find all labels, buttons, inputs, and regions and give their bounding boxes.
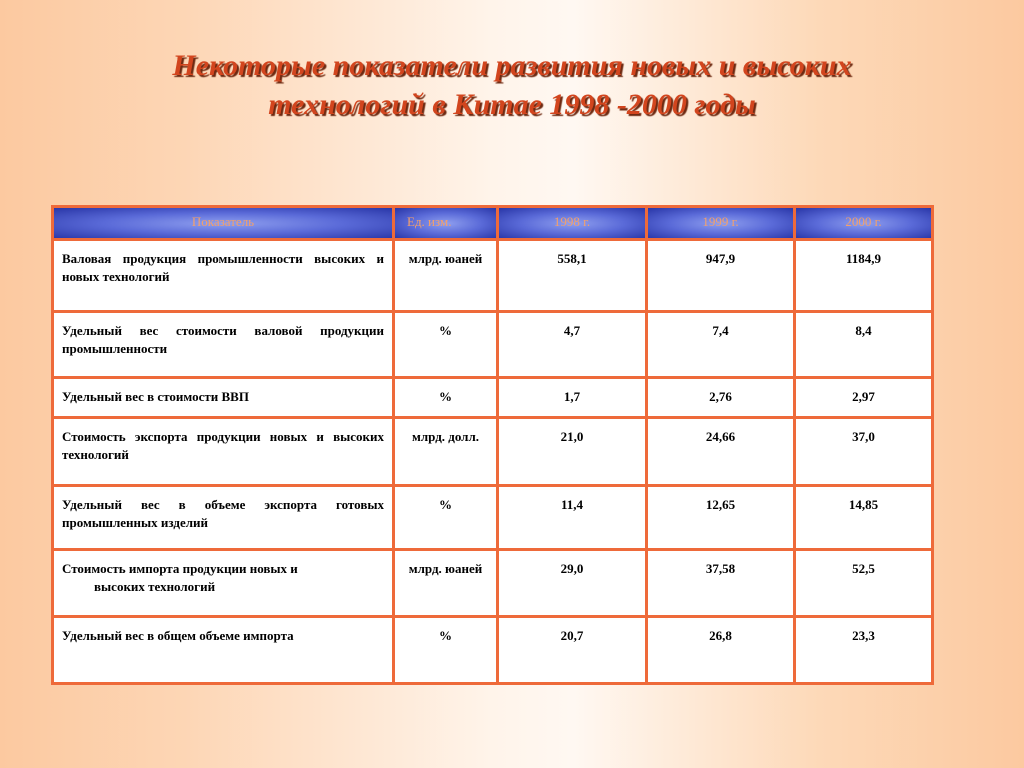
value-1998: 21,0 bbox=[498, 418, 647, 486]
value-1998: 29,0 bbox=[498, 550, 647, 617]
table-row bbox=[53, 378, 933, 418]
indicator-cell: Удельный вес в общем объеме импорта bbox=[53, 617, 394, 684]
unit-cell: % bbox=[394, 617, 498, 684]
indicator-cell: Удельный вес в объеме экспорта готовых промышленных изделий bbox=[53, 486, 394, 550]
header-1998: 1998 г. bbox=[498, 207, 647, 240]
value-1998: 20,7 bbox=[498, 617, 647, 684]
indicator-cell: Валовая продукция промышленности высоких и новых технологий bbox=[53, 240, 394, 312]
indicator-line-1: Стоимость импорта продукции новых и bbox=[62, 561, 298, 576]
value-2000: 1184,9 bbox=[795, 240, 933, 312]
unit-cell: млрд. юаней bbox=[394, 240, 498, 312]
table-row bbox=[53, 418, 933, 486]
value-2000: 8,4 bbox=[795, 312, 933, 378]
indicator-cell: Стоимость экспорта продукции новых и высоких технологий bbox=[53, 418, 394, 486]
unit-cell: % bbox=[394, 486, 498, 550]
title-line-2: технологий в Китае 1998 -2000 годы bbox=[268, 88, 756, 121]
table-row bbox=[53, 312, 933, 378]
value-1999: 24,66 bbox=[647, 418, 795, 486]
value-1999: 2,76 bbox=[647, 378, 795, 418]
unit-cell: млрд. юаней bbox=[394, 550, 498, 617]
value-2000: 37,0 bbox=[795, 418, 933, 486]
value-1999: 26,8 bbox=[647, 617, 795, 684]
table-header-row bbox=[53, 207, 933, 240]
unit-cell: % bbox=[394, 378, 498, 418]
value-1998: 1,7 bbox=[498, 378, 647, 418]
value-2000: 23,3 bbox=[795, 617, 933, 684]
value-2000: 2,97 bbox=[795, 378, 933, 418]
indicator-line-2: высоких технологий bbox=[94, 579, 216, 594]
value-2000: 52,5 bbox=[795, 550, 933, 617]
header-1999: 1999 г. bbox=[647, 207, 795, 240]
value-1999: 37,58 bbox=[647, 550, 795, 617]
header-unit: Ед. изм. bbox=[394, 207, 498, 240]
value-1998: 558,1 bbox=[498, 240, 647, 312]
indicators-table bbox=[51, 205, 934, 685]
page-title bbox=[0, 46, 1024, 124]
indicator-cell: Удельный вес стоимости валовой продукции промышленности bbox=[53, 312, 394, 378]
unit-cell: % bbox=[394, 312, 498, 378]
header-indicator: Показатель bbox=[53, 207, 394, 240]
table-row bbox=[53, 240, 933, 312]
table-row bbox=[53, 617, 933, 684]
value-1999: 947,9 bbox=[647, 240, 795, 312]
table-row bbox=[53, 486, 933, 550]
value-1999: 7,4 bbox=[647, 312, 795, 378]
value-1998: 4,7 bbox=[498, 312, 647, 378]
table-row bbox=[53, 550, 933, 617]
unit-cell: млрд. долл. bbox=[394, 418, 498, 486]
value-1999: 12,65 bbox=[647, 486, 795, 550]
indicator-cell bbox=[53, 550, 394, 617]
indicator-cell: Удельный вес в стоимости ВВП bbox=[53, 378, 394, 418]
title-line-1: Некоторые показатели развития новых и высоких bbox=[172, 49, 852, 82]
header-2000: 2000 г. bbox=[795, 207, 933, 240]
value-2000: 14,85 bbox=[795, 486, 933, 550]
value-1998: 11,4 bbox=[498, 486, 647, 550]
